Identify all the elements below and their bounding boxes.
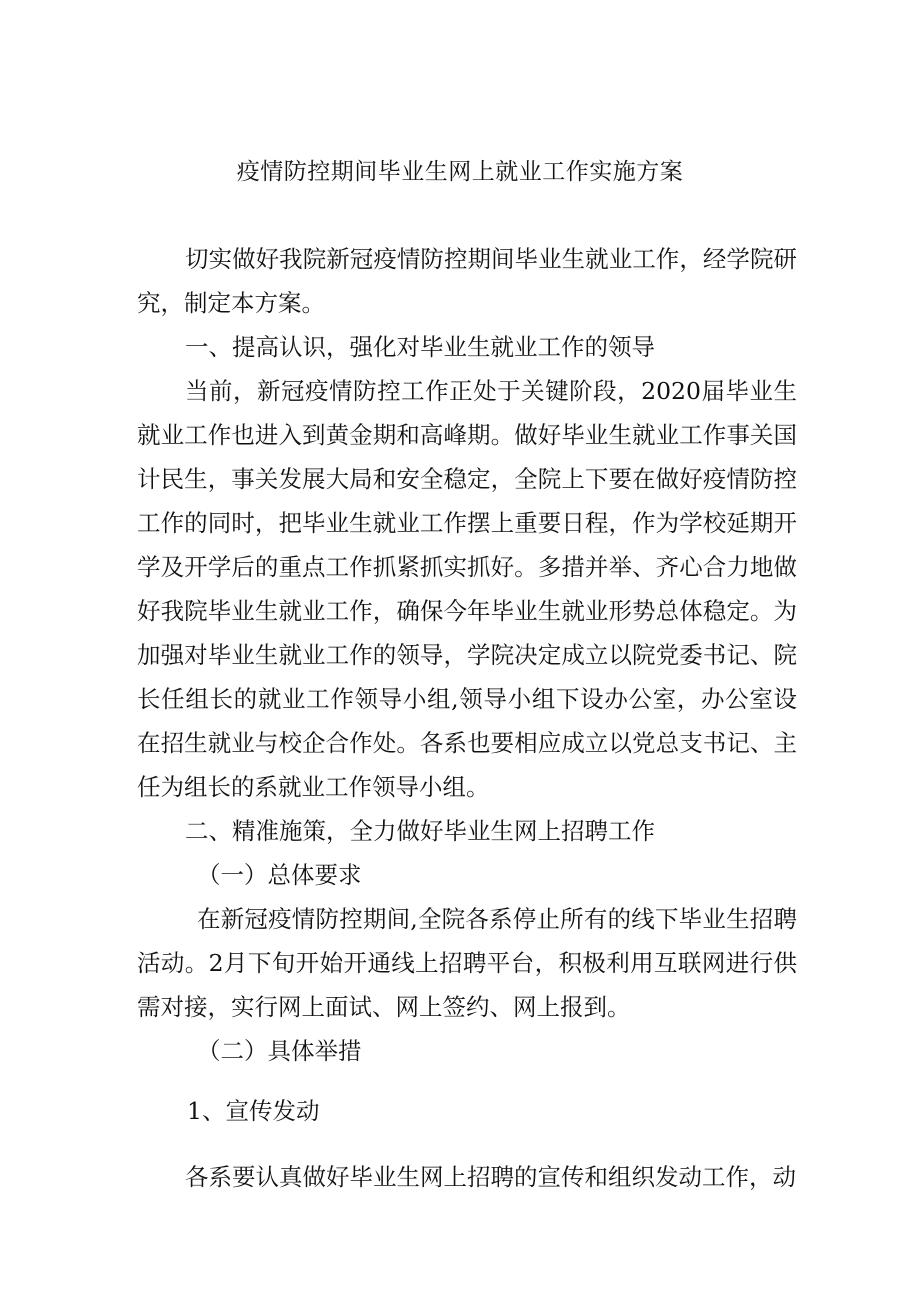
subsection-1-heading: （一）总体要求	[197, 861, 362, 889]
section-1-heading: 一、提高认识，强化对毕业生就业工作的领导	[185, 333, 655, 361]
item-1-body: 各系要认真做好毕业生网上招聘的宣传和组织发动工作，动	[185, 1163, 796, 1191]
intro-paragraph: 切实做好我院新冠疫情防控期间毕业生就业工作，经学院研究，制定本方案。	[137, 245, 797, 317]
subsection-2-heading: （二）具体举措	[197, 1037, 362, 1065]
document-body	[137, 237, 797, 1199]
section-1-body: 当前，新冠疫情防控工作正处于关键阶段，2020届毕业生就业工作也进入到黄金期和高峰期。做好毕业生就业工作事关国计民生，事关发展大局和安全稳定，全院上下要在做好疫情防控工作的同时，把毕业生就业工作摆上重要日程，作为学校延期开学及开学后的重点工作抓紧抓实抓好。多措并举、齐心合力地做好我院毕业生就业工作，确保今年毕业生就业形势总体稳定。为加强对毕业生就业工作的领导，学院决定成立以院党委书记、院长任组长的就业工作领导小组,领导小组下设办公室，办公室设在招生就业与校企合作处。各系也要相应成立以党总支书记、主任为组长的系就业工作领导小组。	[137, 377, 797, 801]
section-2-heading: 二、精准施策，全力做好毕业生网上招聘工作	[185, 817, 655, 845]
item-1-heading: 1、宣传发动	[187, 1097, 320, 1125]
document-title: 疫情防控期间毕业生网上就业工作实施方案	[236, 159, 684, 185]
subsection-1-body: 在新冠疫情防控期间,全院各系停止所有的线下毕业生招聘活动。2月下旬开始开通线上招聘平台，积极利用互联网进行供需对接，实行网上面试、网上签约、网上报到。	[137, 905, 797, 1021]
